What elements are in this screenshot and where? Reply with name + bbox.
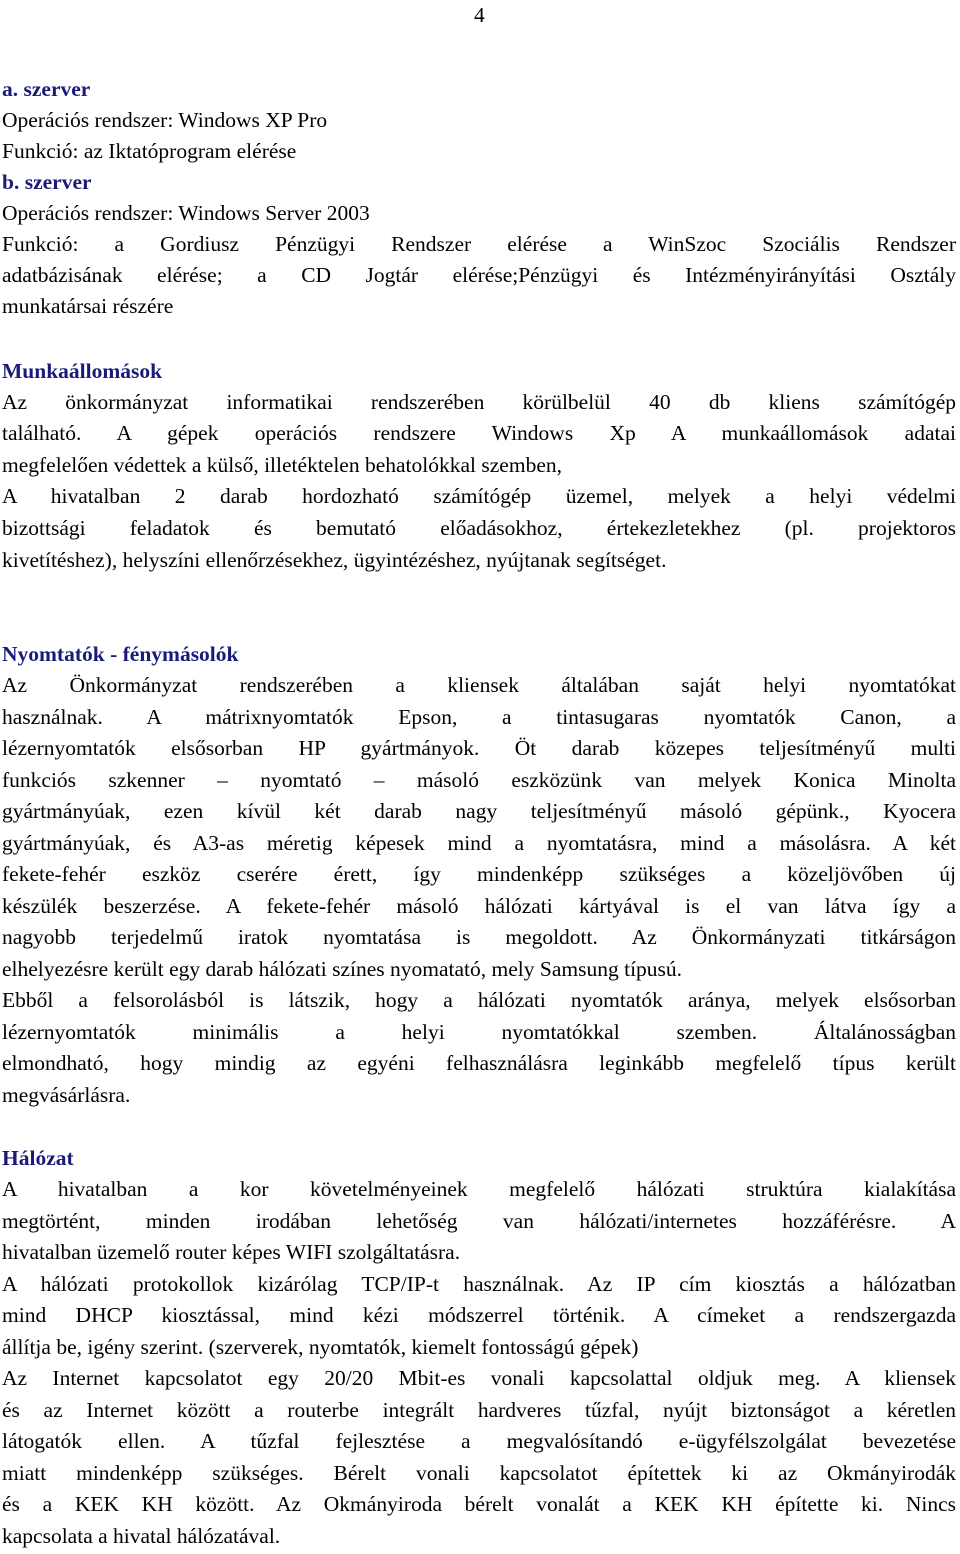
paragraph-line: Az önkormányzat informatikai rendszerében körülbelül 40 db kliens számítógép	[2, 390, 956, 414]
server-b-function-line: munkatársai részére	[2, 294, 174, 318]
paragraph-line: kapcsolata a hivatal hálózatával.	[2, 1524, 281, 1548]
server-b-os-line: Operációs rendszer: Windows Server 2003	[2, 201, 370, 225]
paragraph-line: fekete-fehér eszköz cserére érett, így mindenképp szükséges a közeljövőben új	[2, 862, 956, 886]
paragraph-line: funkciós szkenner – nyomtató – másoló eszközünk van melyek Konica Minolta	[2, 768, 956, 792]
server-a-function-line: Funkció: az Iktatóprogram elérése	[2, 139, 297, 163]
paragraph-line: lézernyomtatók elsősorban HP gyártmányok. Öt darab közepes teljesítményű multi	[2, 736, 956, 760]
paragraph-line: Ebből a felsorolásból is látszik, hogy a hálózati nyomtatók aránya, melyek elsősorban	[2, 988, 956, 1012]
server-a-heading: a. szerver	[2, 77, 91, 101]
paragraph-line: bizottsági feladatok és bemutató előadásokhoz, értekezletekhez (pl. projektoros	[2, 516, 956, 540]
server-b-function-line: adatbázisának elérése; a CD Jogtár elérése;Pénzügyi és Intézményirányítási Osztály	[2, 263, 956, 287]
paragraph-line: gyártmányúak, és A3-as méretig képesek mind a nyomtatásra, mind a másolásra. A két	[2, 831, 956, 855]
workstations-heading: Munkaállomások	[2, 359, 163, 383]
paragraph-line: megfelelően védettek a külső, illetéktelen behatolókkal szemben,	[2, 453, 562, 477]
paragraph-line: miatt mindenképp szükséges. Bérelt vonali kapcsolatot építettek ki az Okmányirodák	[2, 1461, 956, 1485]
paragraph-line: A hálózati protokollok kizárólag TCP/IP-t használnak. Az IP cím kiosztás a hálózatban	[2, 1272, 956, 1296]
paragraph-line: és a KEK KH között. Az Okmányiroda bérelt vonalát a KEK KH építette ki. Nincs	[2, 1492, 956, 1516]
paragraph-line: használnak. A mátrixnyomtatók Epson, a tintasugaras nyomtatók Canon, a	[2, 705, 956, 729]
network-heading: Hálózat	[2, 1146, 74, 1170]
server-b-function-line: Funkció: a Gordiusz Pénzügyi Rendszer elérése a WinSzoc Szociális Rendszer	[2, 232, 956, 256]
paragraph-line: elhelyezésre került egy darab hálózati színes nyomatató, mely Samsung típusú.	[2, 957, 683, 981]
paragraph-line: A hivatalban 2 darab hordozható számítógép üzemel, melyek a helyi védelmi	[2, 484, 956, 508]
paragraph-line: megtörtént, minden irodában lehetőség van hálózati/internetes hozzáférésre. A	[2, 1209, 956, 1233]
paragraph-line: található. A gépek operációs rendszere Windows Xp A munkaállomások adatai	[2, 421, 956, 445]
paragraph-line: nagyobb terjedelmű iratok nyomtatása is megoldott. Az Önkormányzati titkárságon	[2, 925, 956, 949]
paragraph-line: állítja be, igény szerint. (szerverek, nyomtatók, kiemelt fontosságú gépek)	[2, 1335, 639, 1359]
printers-heading: Nyomtatók - fénymásolók	[2, 642, 239, 666]
server-a-os-line: Operációs rendszer: Windows XP Pro	[2, 108, 328, 132]
paragraph-line: és az Internet között a routerbe integrált hardveres tűzfal, nyújt biztonságot a kéretlen	[2, 1398, 956, 1422]
paragraph-line: lézernyomtatók minimális a helyi nyomtatókkal szemben. Általánosságban	[2, 1020, 956, 1044]
paragraph-line: kivetítéshez), helyszíni ellenőrzésekhez, ügyintézéshez, nyújtanak segítséget.	[2, 548, 667, 572]
paragraph-line: Az Önkormányzat rendszerében a kliensek általában saját helyi nyomtatókat	[2, 673, 956, 697]
paragraph-line: látogatók ellen. A tűzfal fejlesztése a megvalósítandó e-ügyfélszolgálat bevezetése	[2, 1429, 956, 1453]
paragraph-line: elmondható, hogy mindig az egyéni felhasználásra leginkább megfelelő típus került	[2, 1051, 956, 1075]
paragraph-line: megvásárlásra.	[2, 1083, 131, 1107]
page-number: 4	[474, 3, 485, 27]
paragraph-line: A hivatalban a kor követelményeinek megfelelő hálózati struktúra kialakítása	[2, 1177, 956, 1201]
paragraph-line: Az Internet kapcsolatot egy 20/20 Mbit-es vonali kapcsolattal oldjuk meg. A kliensek	[2, 1366, 956, 1390]
paragraph-line: készülék beszerzése. A fekete-fehér másoló hálózati kártyával is el van látva így a	[2, 894, 956, 918]
server-b-heading: b. szerver	[2, 170, 92, 194]
paragraph-line: mind DHCP kiosztással, mind kézi módszerrel történik. A címeket a rendszergazda	[2, 1303, 956, 1327]
paragraph-line: hivatalban üzemelő router képes WIFI szolgáltatásra.	[2, 1240, 461, 1264]
paragraph-line: gyártmányúak, ezen kívül két darab nagy teljesítményű másoló gépünk., Kyocera	[2, 799, 956, 823]
